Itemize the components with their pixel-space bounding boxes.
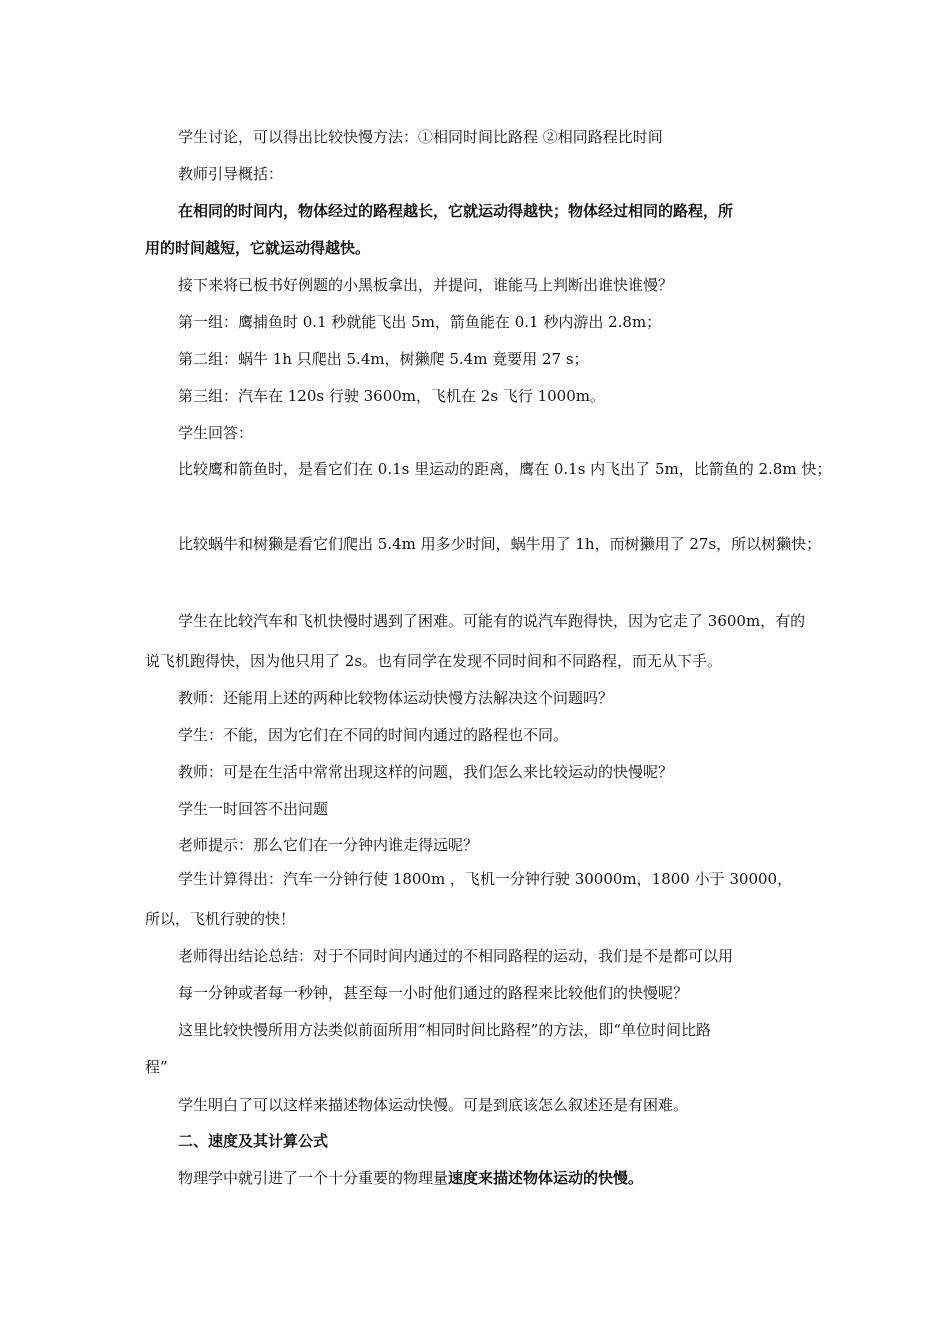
paragraph-group1: 第一组：鹰捕鱼时 0.1 秒就能飞出 5m，箭鱼能在 0.1 秒内游出 2.8m；: [178, 313, 662, 331]
paragraph-summary-line1: 老师得出结论总结：对于不同时间内通过的不相同路程的运动，我们是不是都可以用: [178, 947, 734, 965]
paragraph-blackboard: 接下来将已板书好例题的小黑板拿出，并提问，谁能马上判断出谁快谁慢？: [178, 276, 674, 294]
paragraph-methods: 学生讨论，可以得出比较快慢方法：①相同时间比路程 ②相同路程比时间: [178, 128, 663, 146]
paragraph-teacher-guide: 教师引导概括：: [178, 165, 284, 183]
speed-intro-emphasis: 速度来描述物体运动的快慢。: [448, 1169, 644, 1187]
paragraph-conclusion-line2: 用的时间越短，它就运动得越快。: [145, 239, 371, 257]
paragraph-method-line2: 程”: [145, 1058, 168, 1076]
paragraph-difficulty-line1: 学生在比较汽车和飞机快慢时遇到了困难。可能有的说汽车跑得快，因为它走了 3600m，有的: [178, 612, 806, 630]
paragraph-calculation-line1: 学生计算得出：汽车一分钟行使 1800m ，飞机一分钟行驶 30000m，1800 小于 30000，: [178, 870, 793, 888]
paragraph-group3: 第三组：汽车在 120s 行驶 3600m，飞机在 2s 飞行 1000m。: [178, 387, 605, 405]
paragraph-calculation-line2: 所以，飞机行驶的快！: [145, 910, 296, 928]
paragraph-snail-sloth: 比较蜗牛和树獭是看它们爬出 5.4m 用多少时间，蜗牛用了 1h，而树獭用了 27s，所以树獭快；: [178, 535, 822, 553]
paragraph-group2: 第二组：蜗牛 1h 只爬出 5.4m，树獭爬 5.4m 竟要用 27 s；: [178, 350, 589, 368]
paragraph-teacher-prompt: 教师：可是在生活中常常出现这样的问题，我们怎么来比较运动的快慢呢？: [178, 763, 674, 781]
paragraph-understanding: 学生明白了可以这样来描述物体运动快慢。可是到底该怎么叙述还是有困难。: [178, 1096, 689, 1114]
paragraph-eagle-fish: 比较鹰和箭鱼时，是看它们在 0.1s 里运动的距离，鹰在 0.1s 内飞出了 5m，比箭鱼的 2.8m 快；: [178, 460, 832, 478]
speed-intro-text: 物理学中就引进了一个十分重要的物理量: [178, 1169, 449, 1187]
paragraph-difficulty-line2: 说飞机跑得快，因为他只用了 2s。也有同学在发现不同时间和不同路程，而无从下手。: [145, 652, 723, 670]
paragraph-student-answer: 学生回答：: [178, 424, 254, 442]
paragraph-summary-line2: 每一分钟或者每一秒钟，甚至每一小时他们通过的路程来比较他们的快慢呢？: [178, 984, 689, 1002]
paragraph-teacher-question: 教师：还能用上述的两种比较物体运动快慢方法解决这个问题吗？: [178, 689, 614, 707]
paragraph-method-line1: 这里比较快慢所用方法类似前面所用“相同时间比路程”的方法，即“单位时间比路: [178, 1021, 712, 1039]
paragraph-student-stuck: 学生一时回答不出问题: [178, 800, 329, 818]
paragraph-student-reply: 学生：不能，因为它们在不同的时间内通过的路程也不同。: [178, 726, 569, 744]
section-heading-speed: 二、速度及其计算公式: [178, 1132, 329, 1150]
paragraph-teacher-hint: 老师提示：那么它们在一分钟内谁走得远呢？: [178, 836, 479, 854]
paragraph-conclusion-line1: 在相同的时间内，物体经过的路程越长，它就运动得越快；物体经过相同的路程，所: [178, 202, 734, 220]
paragraph-speed-intro: [178, 1168, 643, 1188]
